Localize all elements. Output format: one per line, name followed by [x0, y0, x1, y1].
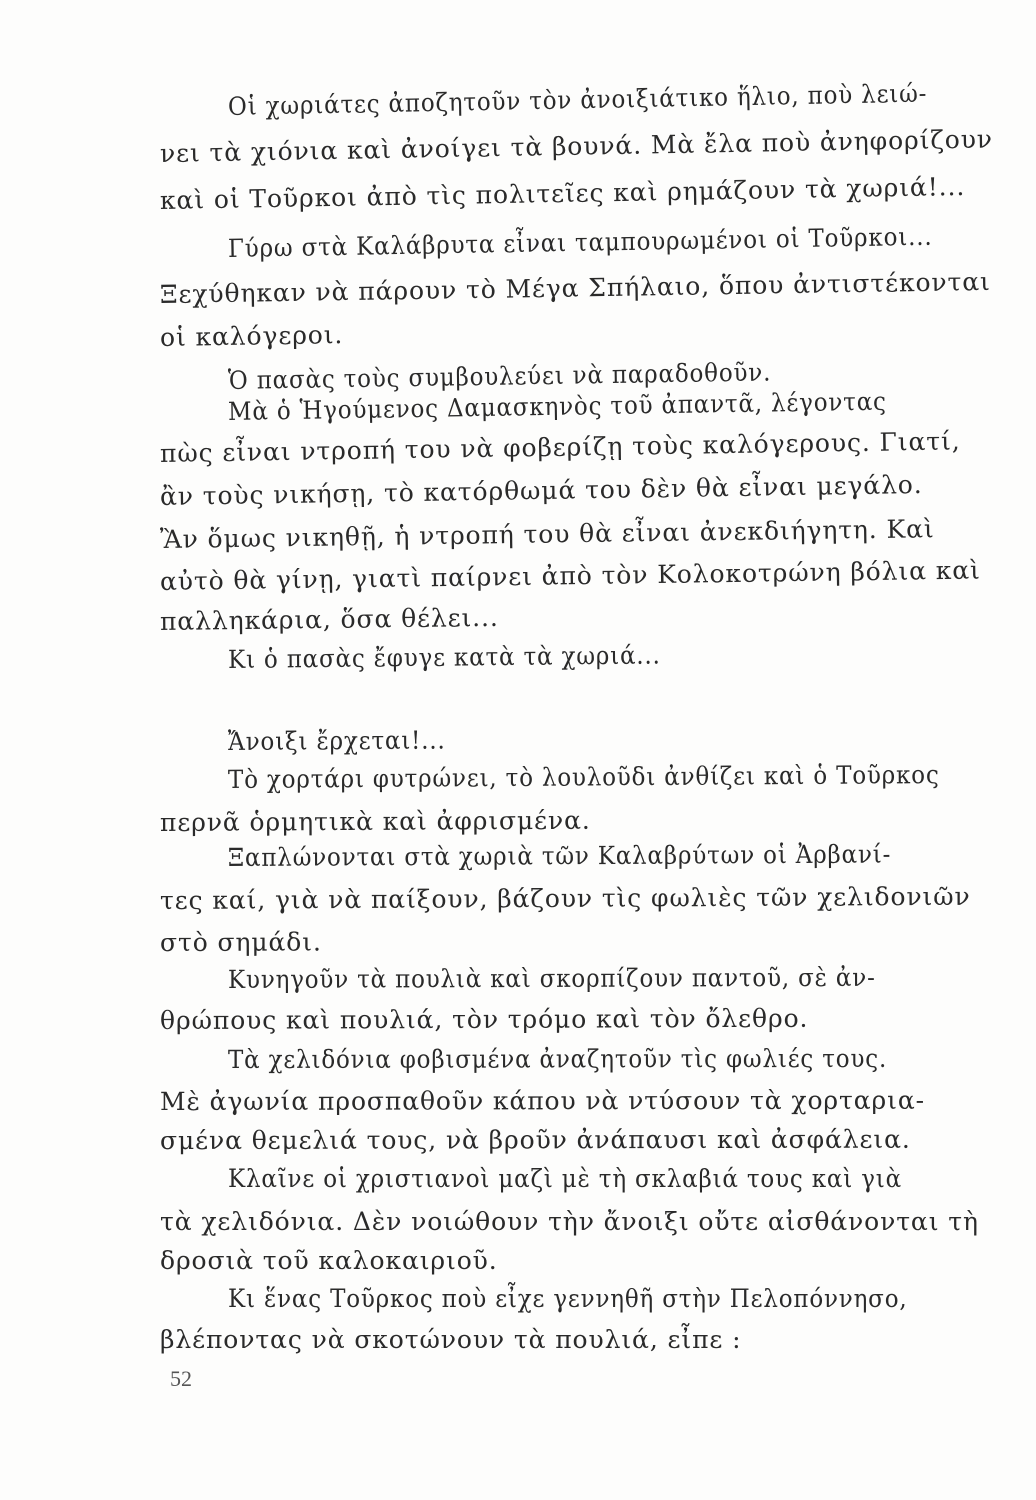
- text-line: σμένα θεμελιά τους, νὰ βροῦν ἀνάπαυσι καὶ ἀσφάλεια.: [159, 1124, 911, 1155]
- text-line: βλέποντας νὰ σκοτώνουν τὰ πουλιά, εἶπε :: [160, 1325, 742, 1354]
- text-line: τὰ χελιδόνια. Δὲν νοιώθουν τὴν ἄνοιξι οὔτε αἰσθάνονται τὴ: [160, 1207, 979, 1236]
- text-line: στὸ σημάδι.: [159, 927, 322, 957]
- text-line: Ἄνοιξι ἔρχεται!...: [227, 725, 446, 756]
- text-line: καὶ οἱ Τοῦρκοι ἀπὸ τὶς πολιτεῖες καὶ ρημάζουν τὰ χωριά!...: [159, 171, 966, 215]
- text-line: Κι ἕνας Τοῦρκος ποὺ εἶχε γεννηθῆ στὴν Πελοπόννησο,: [228, 1284, 908, 1313]
- text-line: θρώπους καὶ πουλιά, τὸν τρόμο καὶ τὸν ὄλεθρο.: [159, 1003, 809, 1035]
- text-line: Κλαῖνε οἱ χριστιανοὶ μαζὶ μὲ τὴ σκλαβιά τους καὶ γιὰ: [228, 1164, 902, 1193]
- text-line: πὼς εἶναι ντροπή του νὰ φοβερίζῃ τοὺς καλόγερους. Γιατί,: [159, 426, 961, 468]
- text-line: Μὲ ἀγωνία προσπαθοῦν κάπου νὰ ντύσουν τὰ χορταρια-: [159, 1085, 925, 1116]
- text-line: Κι ὁ πασὰς ἔφυγε κατὰ τὰ χωριά...: [227, 640, 661, 674]
- text-line: Μὰ ὁ Ἡγούμενος Δαμασκηνὸς τοῦ ἀπαντᾶ, λέγοντας: [227, 386, 887, 426]
- text-line: νει τὰ χιόνια καὶ ἀνοίγει τὰ βουνά. Μὰ ἔλα ποὺ ἀνηφορίζουν: [159, 124, 994, 168]
- text-line: Οἱ χωριάτες ἀποζητοῦν τὸν ἀνοιξιάτικο ἥλιο, ποὺ λειώ-: [227, 78, 928, 121]
- text-line: αὐτὸ θὰ γίνῃ, γιατὶ παίρνει ἀπὸ τὸν Κολοκοτρώνη βόλια καὶ: [159, 555, 981, 596]
- text-line: τες καί, γιὰ νὰ παίξουν, βάζουν τὶς φωλιὲς τῶν χελιδονιῶν: [159, 881, 971, 915]
- text-line: οἱ καλόγεροι.: [159, 320, 344, 352]
- text-line: Ὁ πασὰς τοὺς συμβουλεύει νὰ παραδοθοῦν.: [227, 357, 772, 395]
- text-line: δροσιὰ τοῦ καλοκαιριοῦ.: [160, 1246, 498, 1275]
- page-number: 52: [170, 1366, 192, 1391]
- text-line: Ξαπλώνονται στὰ χωριὰ τῶν Καλαβρύτων οἱ Ἀρβανί-: [227, 839, 892, 872]
- text-line: Ξεχύθηκαν νὰ πάρουν τὸ Μέγα Σπήλαιο, ὅπου ἀντιστέκονται: [159, 266, 991, 309]
- text-line: ἂν τοὺς νικήσῃ, τὸ κατόρθωμά του δὲν θὰ εἶναι μεγάλο.: [159, 470, 923, 511]
- text-line: παλληκάρια, ὅσα θέλει...: [159, 602, 499, 636]
- text-line: περνᾶ ὁρμητικὰ καὶ ἀφρισμένα.: [159, 805, 591, 837]
- text-line: Κυνηγοῦν τὰ πουλιὰ καὶ σκορπίζουν παντοῦ, σὲ ἀν-: [227, 962, 876, 994]
- text-line: Ἂν ὅμως νικηθῇ, ἡ ντροπή του θὰ εἶναι ἀνεκδιήγητη. Καὶ: [159, 514, 935, 554]
- text-line: Τὰ χελιδόνια φοβισμένα ἀναζητοῦν τὶς φωλιές τους.: [227, 1043, 888, 1074]
- text-line: Τὸ χορτάρι φυτρώνει, τὸ λουλοῦδι ἀνθίζει καὶ ὁ Τοῦρκος: [227, 760, 940, 794]
- text-line: Γύρω στὰ Καλάβρυτα εἶναι ταμπουρωμένοι οἱ Τοῦρκοι...: [227, 221, 933, 263]
